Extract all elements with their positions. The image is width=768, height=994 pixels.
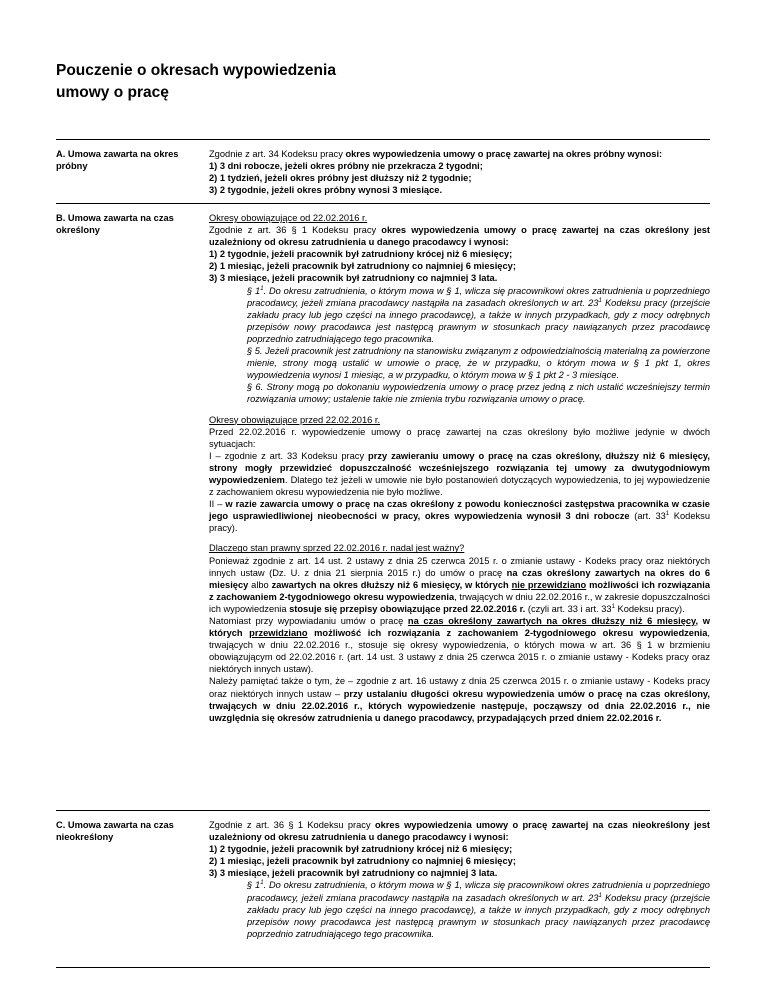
section-b-why-3: Należy pamiętać także o tym, że – zgodnie z art. 16 ustawy z dnia 25 czerwca 2015 r. o zmianie ustawy - Kodeks pracy oraz niektórych innych ustaw – przy ustalaniu długości okresu wypowiedzenia umów o pracę na czas określony, trwających w dniu 22.02.2016 r., których wypowiedzenie następuje, począwszy od dnia 22.02.2016 r., nie uwzględnia się okresów zatrudnienia u danego pracodawcy, przypadających przed dniem 22.02.2016 r. (209, 676, 710, 723)
section-c-row (56, 810, 710, 968)
section-b-row (56, 203, 710, 811)
section-b-why-1: Ponieważ zgodnie z art. 14 ust. 2 ustawy z dnia 25 czerwca 2015 r. o zmianie ustawy - Kodeks pracy oraz niektórych innych ustaw (Dz. U. z dnia 21 sierpnia 2015 r.) do umów o pracę na czas określony zawartych na okres do 6 miesięcy albo zawartych na okres dłuższy niż 6 miesięcy, w których nie przewidziano możliwości ich rozwiązania z zachowaniem 2-tygodniowego okresu wypowiedzenia, trwających w dniu 22.02.2016 r., w zakresie dopuszczalności ich wypowiedzenia stosuje się przepisy obowiązujące przed 22.02.2016 r. (czyli art. 33 i art. $33^1$ Kodeksu pracy). (209, 555, 711, 614)
section-c-intro: Zgodnie z art. 36 § 1 Kodeksu pracy okres wypowiedzenia umowy o pracę zawartej na czas nieokreślony jest uzależniony od okresu zatrudnienia u danego pracodawcy i wynosi: (209, 820, 710, 843)
section-b-item-1: 1) 2 tygodnie, jeżeli pracownik był zatrudniony krócej niż 6 miesięcy; (209, 249, 513, 260)
section-b-intro: Zgodnie z art. 36 § 1 Kodeksu pracy okres wypowiedzenia umowy o pracę zawartej na czas określony jest uzależniony od okresu zatrudnienia u danego pracodawcy i wynosi: (209, 225, 711, 248)
section-b-case-1: I – zgodnie z art. 33 Kodeksu pracy przy zawieraniu umowy o pracę na czas określony, dłuższy niż 6 miesięcy, strony mogły przewidzieć dopuszczalność wcześniejszego rozwiązania tej umowy za dwutygodniowym wypowiedzeniem. Dlatego też jeżeli w umowie nie było postanowień dotyczących wypowiedzenia, to jej wypowiedzenie z zachowaniem okresu wypowiedzenia nie było możliwe. (209, 450, 710, 498)
title-line-1: Pouczenie o okresach wypowiedzenia (56, 62, 336, 79)
section-a-intro: Zgodnie z art. 34 Kodeksu pracy okres wypowiedzenia umowy o pracę zawartej na okres próbny wynosi: (209, 149, 663, 159)
section-b-quote-1: § $1^1$. Do okresu zatrudnienia, o którym mowa w § 1, wlicza się pracownikowi okres zatrudnienia u poprzedniego pracodawcy, jeżeli zmiana pracodawcy nastąpiła na zasadach określonych w art. $23^1$ Kodeksu pracy (przejście zakładu pracy lub jego części na innego pracodawcę), a także w innych przypadkach, gdy z mocy odrębnych przepisów nowy pracodawca jest następcą prawnym w stosunkach pracy nawiązanych przez pracodawcę poprzednio zatrudniającego tego pracownika. (247, 285, 710, 344)
section-a-label: A. Umowa zawarta na okres próbny (56, 149, 179, 172)
section-a-item-2: 2) 1 tydzień, jeżeli okres próbny jest dłuższy niż 2 tygodnie; (209, 173, 472, 184)
section-b-heading-2: Okresy obowiązujące przed 22.02.2016 r. (209, 414, 381, 425)
section-b-item-3: 3) 3 miesiące, jeżeli pracownik był zatrudniony co najmniej 3 lata. (209, 273, 498, 284)
section-b-label: B. Umowa zawarta na czas określony (56, 213, 174, 236)
section-a-item-1: 1) 3 dni robocze, jeżeli okres próbny nie przekracza 2 tygodni; (209, 161, 483, 172)
section-b-heading-1: Okresy obowiązujące od 22.02.2016 r. (209, 213, 368, 223)
page-title (56, 60, 710, 104)
section-c-label: C. Umowa zawarta na czas nieokreślony (56, 820, 174, 843)
section-b-case-2: II – w razie zawarcia umowy o pracę na czas określony z powodu konieczności zastępstwa pracownika w czasie jego usprawiedliwionej nieobecności w pracy, okres wypowiedzenia wynosił 3 dni robocze (art. $33^1$ Kodeksu pracy). (209, 499, 710, 534)
section-a-item-3: 3) 2 tygodnie, jeżeli okres próbny wynosi 3 miesiące. (209, 185, 443, 196)
section-c-item-3: 3) 3 miesiące, jeżeli pracownik był zatrudniony co najmniej 3 lata. (209, 868, 498, 879)
section-b-item-2: 2) 1 miesiąc, jeżeli pracownik był zatrudniony co najmniej 6 miesięcy; (209, 261, 516, 272)
section-b-before-text: Przed 22.02.2016 r. wypowiedzenie umowy o pracę zawartej na czas określony było możliwe jedynie w dwóch sytuacjach: (209, 426, 710, 449)
section-a-content (209, 148, 710, 196)
section-a-row (56, 139, 710, 204)
section-b-why-2: Natomiast przy wypowiadaniu umów o pracę na czas określony zawartych na okres dłuższy niż 6 miesięcy, w których przewidziano możliwość ich rozwiązania z zachowaniem 2-tygodniowego okresu wypowiedzenia, trwających w dniu 22.02.2016 r., stosuje się okresy wypowiedzenia, o których mowa w art. 36 § 1 w brzmieniu obowiązującym od 22.02.2016 r. (art. 14 ust. 3 ustawy z dnia 25 czerwca 2015 r. o zmianie ustawy - Kodeks pracy oraz niektórych innych ustaw). (209, 616, 710, 675)
section-b-quote-3: § 6. Strony mogą po dokonaniu wypowiedzenia umowy o pracę przez jedną z nich ustalić wcześniejszy termin rozwiązania umowy; ustalenie takie nie zmienia trybu rozwiązania umowy o pracę. (247, 382, 710, 405)
section-c-item-1: 1) 2 tygodnie, jeżeli pracownik był zatrudniony krócej niż 6 miesięcy; (209, 844, 513, 855)
section-b-quote-2: § 5. Jeżeli pracownik jest zatrudniony na stanowisku związanym z odpowiedzialnością materialną za powierzone mienie, strony mogą ustalić w umowie o pracę, że w przypadku, o którym mowa w § 1 pkt 1, okres wypowiedzenia wynosi 1 miesiąc, a w przypadku, o którym mowa w § 1 pkt 2 - 3 miesiące. (247, 346, 711, 381)
section-b-heading-3: Dlaczego stan prawny sprzed 22.02.2016 r. nadal jest ważny? (209, 543, 465, 554)
section-b-content (209, 212, 710, 724)
section-c-content (209, 819, 710, 940)
title-line-2: umowy o pracę (56, 84, 169, 101)
section-c-quote-1: § $1^1$. Do okresu zatrudnienia, o którym mowa w § 1, wlicza się pracownikowi okres zatrudnienia u poprzedniego pracodawcy, jeżeli zmiana pracodawcy nastąpiła na zasadach określonych w art. $23^1$ Kodeksu pracy (przejście zakładu pracy lub jego części na innego pracodawcę), a także w innych przypadkach, gdy z mocy odrębnych przepisów nowy pracodawca jest następcą prawnym w stosunkach pracy nawiązanych przez pracodawcę poprzednio zatrudniającego tego pracownika. (247, 880, 710, 939)
section-c-item-2: 2) 1 miesiąc, jeżeli pracownik był zatrudniony co najmniej 6 miesięcy; (209, 856, 516, 867)
